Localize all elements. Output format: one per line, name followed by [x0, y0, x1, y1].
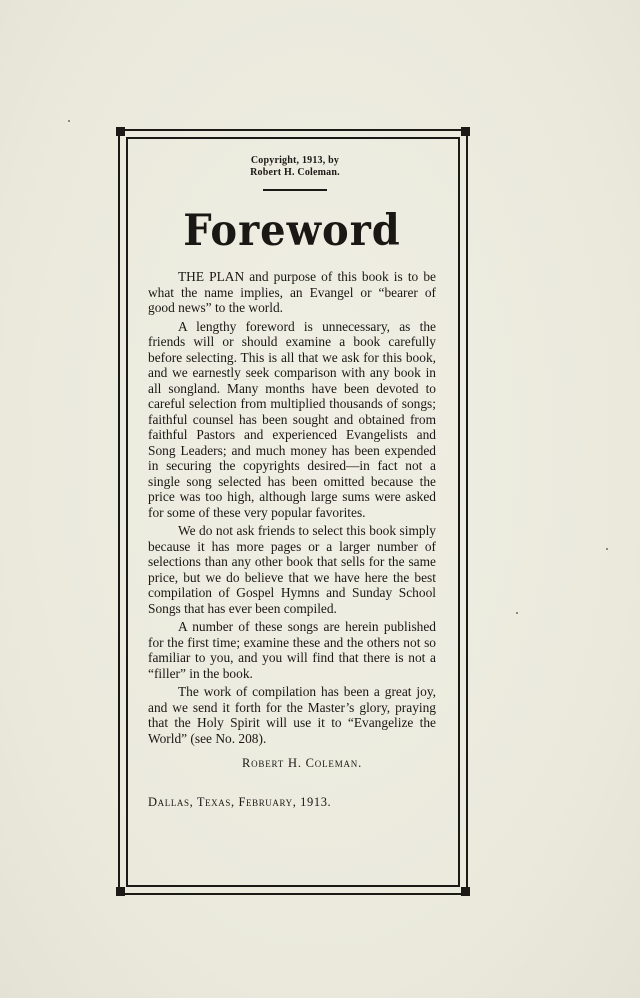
dateline: Dallas, Texas, February, 1913.: [148, 795, 332, 809]
paper-speck: [516, 612, 518, 614]
copyright-line-1: Copyright, 1913, by: [250, 155, 340, 166]
foreword-content: [148, 155, 436, 810]
paper-speck: [606, 548, 608, 550]
corner-ornament-top-right: [461, 127, 470, 136]
copyright-line-2: Robert H. Coleman.: [250, 167, 340, 178]
divider-rule: [263, 189, 327, 191]
paper-speck: [68, 120, 70, 122]
corner-ornament-top-left: [116, 127, 125, 136]
foreword-body: [148, 269, 436, 746]
signature: Robert H. Coleman.: [241, 756, 363, 770]
corner-ornament-bottom-left: [116, 887, 125, 896]
paragraph-compilation: The work of compilation has been a great joy, and we send it forth for the Master’s glory, praying that the Holy Spirit will use it to “Evangelize the World” (see No. 208).: [148, 684, 436, 746]
page-title: Foreword: [183, 205, 401, 256]
paragraph-plan: THE PLAN and purpose of this book is to be what the name implies, an Evangel or “bearer of good news” to the world.: [148, 269, 436, 315]
paragraph-lengthy-foreword: A lengthy foreword is unnecessary, as the friends will or should examine a book carefully before selecting. This is all that we ask for this book, and we earnestly seek comparison with any book in all songland. Many months have been devoted to careful selection from multiplied thousands of songs; faithful counsel has been sought and obtained from faithful Pastors and experienced Evangelists and Song Leaders; and much money has been expended in securing the copyrights desired—in fact not a single song selected has been omitted because the price was too high, although large sums were asked for some of these very popular favorites.: [148, 318, 436, 520]
paragraph-do-not-ask: We do not ask friends to select this book simply because it has more pages or a larger number of selections than any other book that sells for the same price, but we do believe that we have here the best compilation of Gospel Hymns and Sunday School Songs that has ever been compiled.: [148, 523, 436, 616]
corner-ornament-bottom-right: [461, 887, 470, 896]
copyright-notice: [154, 155, 436, 179]
paragraph-new-songs: A number of these songs are herein published for the first time; examine these and the others not so familiar to you, and you will find that there is not a “filler” in the book.: [148, 619, 436, 681]
